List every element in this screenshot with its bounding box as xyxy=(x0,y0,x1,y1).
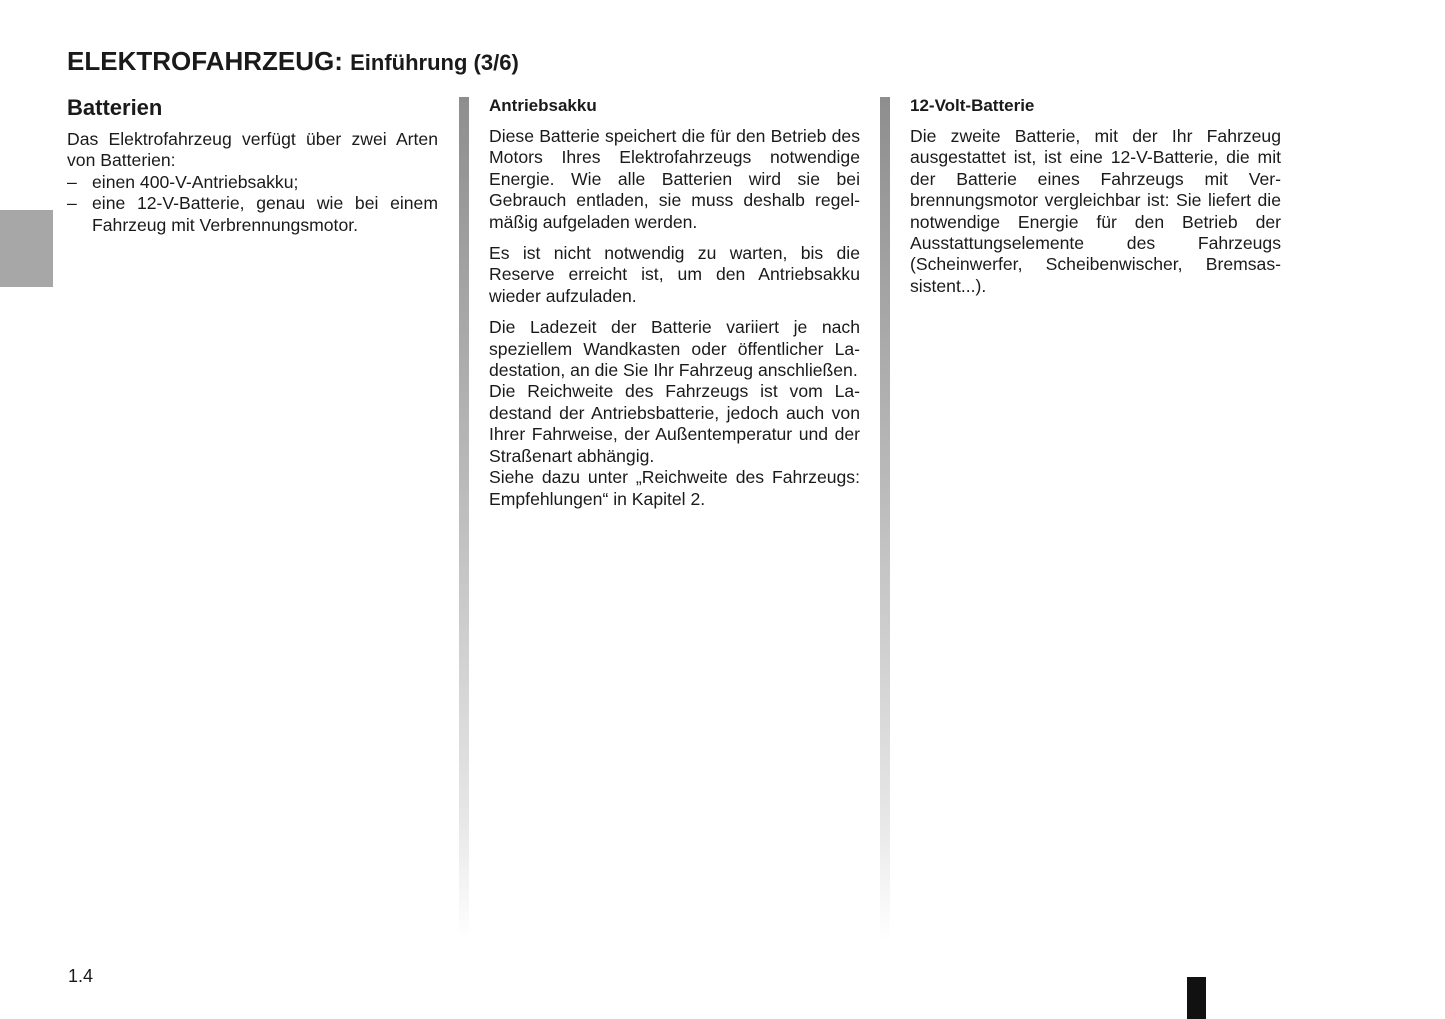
dash-bullet: – xyxy=(67,193,77,214)
page-title-main: ELEKTROFAHRZEUG: xyxy=(67,46,343,76)
column-batterien xyxy=(67,129,438,236)
dash-bullet: – xyxy=(67,171,77,192)
list-item xyxy=(67,193,438,236)
page-title xyxy=(67,44,519,80)
page-number: 1.4 xyxy=(68,966,94,986)
list-item-text: einen 400-V-Antriebsakku; xyxy=(92,171,299,192)
heading-12-volt-batterie: 12-Volt-Batterie xyxy=(910,96,1035,115)
paragraph: Siehe dazu unter „Reichweite des Fahrzeugs: Empfehlungen“ in Kapitel 2. xyxy=(489,467,860,509)
column-divider xyxy=(459,97,469,940)
paragraph: Die Ladezeit der Batterie variiert je nach speziellem Wandkasten oder öffentlicher Ladestation, an die Sie Ihr Fahrzeug anschließen. xyxy=(489,317,860,381)
page-title-sub: Einführung (3/6) xyxy=(350,50,519,75)
paragraph: Die Reichweite des Fahrzeugs ist vom Ladestand der Antriebsbatterie, jedoch auch von Ihrer Fahrweise, der Außentemperatur und der Straßenart abhängig. xyxy=(489,381,860,466)
chapter-tab xyxy=(0,210,53,287)
paragraph: Diese Batterie speichert die für den Betrieb des Motors Ihres Elektrofahrzeugs notwendige Energie. Wie alle Batterien wird sie bei Gebrauch entladen, sie muss deshalb regelmäßig aufgeladen werden. xyxy=(489,126,860,232)
paragraph: Es ist nicht notwendig zu warten, bis die Reserve erreicht ist, um den Antriebsakku wieder aufzuladen. xyxy=(489,243,860,306)
column-12-volt-batterie xyxy=(910,95,1281,307)
paragraph: Die zweite Batterie, mit der Ihr Fahrzeug ausgestattet ist, ist eine 12-V-Batterie, die mit der Batterie eines Fahrzeugs mit Verbrennungsmotor vergleichbar ist: Sie liefert die notwendige Energie für den Betrieb der Ausstattungselemente des Fahrzeugs (Scheinwerfer, Scheibenwischer, Bremsassistent...). xyxy=(910,126,1281,296)
page-edge-marker xyxy=(1187,977,1206,1019)
heading-antriebsakku: Antriebsakku xyxy=(489,96,597,115)
list-item-text: eine 12-V-Batterie, genau wie bei einem Fahrzeug mit Verbrennungsmotor. xyxy=(92,193,438,235)
column-antriebsakku xyxy=(489,95,860,510)
list-item xyxy=(67,172,438,193)
intro-paragraph: Das Elektrofahrzeug verfügt über zwei Arten von Batterien: xyxy=(67,129,438,171)
column-divider xyxy=(880,97,890,940)
section-heading-batterien: Batterien xyxy=(67,95,163,120)
battery-type-list xyxy=(67,172,438,236)
